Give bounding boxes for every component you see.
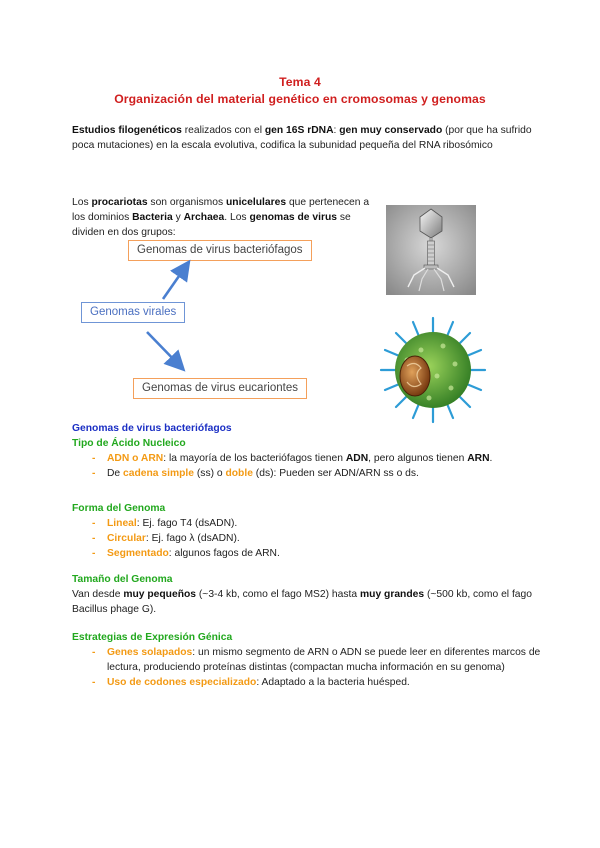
p2-bold-3: Bacteria: [132, 211, 173, 223]
expr-term-1: Genes solapados: [107, 646, 193, 658]
list-gene-expression: [72, 646, 542, 691]
acid-text-6: (ds): Pueden ser ADN/ARN ss o ds.: [252, 467, 419, 479]
size-text-1: Van desde: [72, 588, 124, 600]
list-item: [92, 676, 542, 691]
intro-bold-3: gen muy conservado: [339, 125, 443, 136]
section-genome-shape: [72, 502, 542, 562]
diagram-box-eukaryotic: Genomas de virus eucariontes: [133, 378, 307, 399]
p2-text-1: Los: [72, 197, 92, 208]
shape-text-3: : algunos fagos de ARN.: [168, 547, 280, 559]
acid-text-4: De: [107, 467, 124, 479]
intro-text-2: :: [333, 125, 340, 136]
size-text-2: (~3-4 kb, como el fago MS2) hasta: [196, 588, 360, 600]
acid-bold-2: ARN: [467, 452, 490, 464]
heading-gene-expression: Estrategias de Expresión Génica: [72, 632, 233, 643]
size-bold-2: muy grandes: [360, 588, 425, 600]
list-genome-shape: [72, 517, 542, 562]
acid-term-2: cadena simple: [123, 467, 194, 479]
intro-text-1: realizados con el: [181, 125, 265, 136]
acid-text-1: : la mayoría de los bacteriófagos tienen: [163, 452, 346, 464]
intro-bold-2: gen 16S rDNA: [264, 125, 334, 136]
bacteriophage-micrograph-image: [386, 205, 476, 295]
shape-text-1: : Ej. fago T4 (dsADN).: [136, 517, 238, 529]
shape-term-3: Segmentado: [107, 547, 169, 559]
diagram-box-viral-genomes: Genomas virales: [81, 302, 185, 323]
p2-text-3: que pertenecen a los dominios: [72, 197, 370, 223]
virus-illustration-image: [377, 316, 489, 424]
p2-text-2: son organismos: [147, 197, 226, 208]
p2-bold-1: procariotas: [91, 197, 148, 208]
acid-term-3: doble: [225, 467, 253, 479]
section-genome-size: [72, 573, 542, 618]
p2-bold-5: genomas de virus: [249, 211, 337, 223]
expr-text-2: : Adaptado a la bacteria huésped.: [256, 676, 410, 688]
heading-genome-shape: Forma del Genoma: [72, 503, 166, 514]
acid-text-2: , pero algunos tienen: [368, 452, 468, 464]
p2-text-6: se dividen en dos grupos:: [72, 211, 351, 238]
arrow-up-icon: [163, 266, 186, 299]
p2-bold-2: unicelulares: [225, 197, 287, 208]
acid-term-1: ADN o ARN: [107, 452, 164, 464]
acid-bold-1: ADN: [345, 452, 369, 464]
list-item: [92, 517, 542, 532]
p2-bold-4: Archaea: [183, 211, 225, 223]
intro-bold-1: Estudios filogenéticos: [72, 125, 182, 136]
acid-text-5: (ss) o: [194, 467, 226, 479]
p2-text-5: . Los: [224, 211, 250, 223]
acid-text-3: .: [489, 452, 493, 464]
genome-size-paragraph: [72, 588, 542, 618]
list-acid-type: [72, 452, 542, 482]
size-bold-1: muy pequeños: [123, 588, 197, 600]
list-item: [92, 532, 542, 547]
shape-text-2: : Ej. fago λ (dsADN).: [145, 532, 240, 544]
list-item: [92, 547, 542, 562]
expr-term-2: Uso de codones especializado: [107, 676, 257, 688]
p2-text-4: y: [172, 211, 184, 223]
intro-text-3: (por que ha sufrido poca mutaciones) en la escala evolutiva, codifica la subunidad pequeña del RNA ribosómico: [72, 125, 532, 151]
section-bacteriophage-genomes: [72, 422, 542, 482]
arrow-down-icon: [147, 332, 180, 366]
list-item: [92, 452, 542, 467]
shape-term-2: Circular: [107, 532, 146, 544]
list-item: [92, 467, 542, 482]
diagram-box-bacteriophage: Genomas de virus bacteriófagos: [128, 240, 312, 261]
heading-genome-size: Tamaño del Genoma: [72, 574, 173, 585]
section-gene-expression: [72, 631, 542, 691]
shape-term-1: Lineal: [107, 517, 137, 529]
topic-title: Tema 4: [279, 75, 321, 89]
section-heading-main: Genomas de virus bacteriófagos: [72, 423, 232, 434]
expr-text-1: : un mismo segmento de ARN o ADN se puede leer en diferentes marcos de lectura, produciendo proteínas distintas (compactan mucha información en su genoma): [107, 646, 541, 673]
topic-subtitle: Organización del material genético en cromosomas y genomas: [114, 92, 486, 107]
heading-acid-type: Tipo de Ácido Nucleico: [72, 437, 186, 449]
size-text-3: (~500 kb, como el fago Bacillus phage G).: [72, 588, 532, 615]
list-item: [92, 646, 542, 676]
